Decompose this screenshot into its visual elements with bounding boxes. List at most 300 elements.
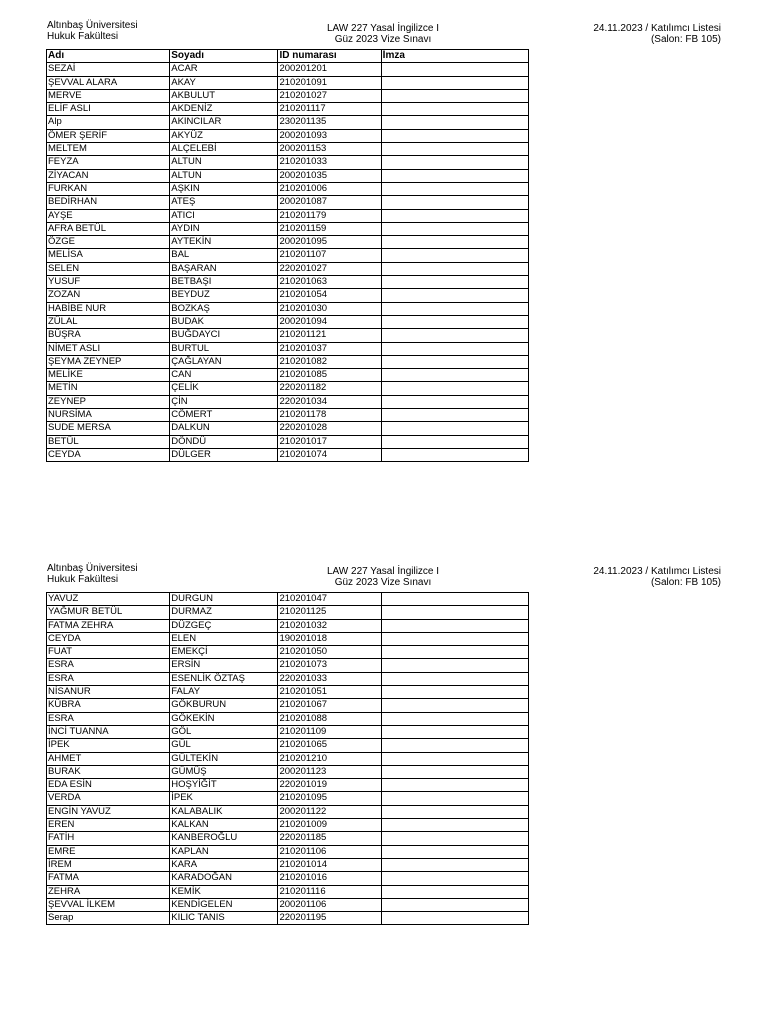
table-row bbox=[47, 779, 529, 792]
cell-surname: BURTUL bbox=[170, 342, 278, 355]
cell-name: HABİBE NUR bbox=[47, 302, 170, 315]
cell-name: ZOZAN bbox=[47, 289, 170, 302]
cell-id: 210201016 bbox=[278, 872, 381, 885]
table-row bbox=[47, 832, 529, 845]
table-row bbox=[47, 858, 529, 871]
cell-id: 210201047 bbox=[278, 593, 381, 606]
cell-name: FEYZA bbox=[47, 156, 170, 169]
cell-name: ELİF ASLI bbox=[47, 103, 170, 116]
header-left bbox=[47, 20, 138, 42]
cell-surname: ELEN bbox=[170, 632, 278, 645]
cell-id: 200201153 bbox=[278, 143, 381, 156]
table-row bbox=[47, 329, 529, 342]
table-row bbox=[47, 156, 529, 169]
cell-id: 200201106 bbox=[278, 898, 381, 911]
cell-surname: GÜMÜŞ bbox=[170, 765, 278, 778]
cell-signature bbox=[381, 858, 528, 871]
cell-signature bbox=[381, 409, 528, 422]
cell-name: ESRA bbox=[47, 712, 170, 725]
table-row bbox=[47, 289, 529, 302]
table-row bbox=[47, 182, 529, 195]
header-left-2 bbox=[47, 563, 138, 585]
cell-id: 210201106 bbox=[278, 845, 381, 858]
cell-signature bbox=[381, 672, 528, 685]
cell-name: KÜBRA bbox=[47, 699, 170, 712]
table-row bbox=[47, 805, 529, 818]
cell-surname: DÜLGER bbox=[170, 448, 278, 461]
cell-name: ŞEYMA ZEYNEP bbox=[47, 355, 170, 368]
date-list-label: 24.11.2023 / Katılımcı Listesi bbox=[593, 566, 721, 577]
cell-id: 210201210 bbox=[278, 752, 381, 765]
cell-signature bbox=[381, 76, 528, 89]
cell-id: 210201033 bbox=[278, 156, 381, 169]
cell-surname: GÖL bbox=[170, 725, 278, 738]
cell-id: 210201109 bbox=[278, 725, 381, 738]
cell-surname: DURMAZ bbox=[170, 606, 278, 619]
cell-surname: CÖMERT bbox=[170, 409, 278, 422]
cell-name: METİN bbox=[47, 382, 170, 395]
cell-name: İREM bbox=[47, 858, 170, 871]
cell-surname: DÜZGEÇ bbox=[170, 619, 278, 632]
table-row bbox=[47, 342, 529, 355]
cell-surname: AKBULUT bbox=[170, 89, 278, 102]
cell-surname: BUDAK bbox=[170, 315, 278, 328]
cell-surname: ERSİN bbox=[170, 659, 278, 672]
cell-signature bbox=[381, 739, 528, 752]
cell-name: MELTEM bbox=[47, 143, 170, 156]
cell-name: YUSUF bbox=[47, 276, 170, 289]
cell-name: Alp bbox=[47, 116, 170, 129]
table-row bbox=[47, 646, 529, 659]
table-row bbox=[47, 672, 529, 685]
table-body-2 bbox=[47, 593, 529, 925]
cell-name: ŞEVVAL İLKEM bbox=[47, 898, 170, 911]
table-row bbox=[47, 712, 529, 725]
cell-id: 210201121 bbox=[278, 329, 381, 342]
cell-signature bbox=[381, 156, 528, 169]
cell-surname: KANBEROĞLU bbox=[170, 832, 278, 845]
cell-surname: KEMİK bbox=[170, 885, 278, 898]
cell-name: MELİSA bbox=[47, 249, 170, 262]
cell-id: 210201178 bbox=[278, 409, 381, 422]
table-row bbox=[47, 209, 529, 222]
cell-surname: ALÇELEBİ bbox=[170, 143, 278, 156]
cell-signature bbox=[381, 222, 528, 235]
cell-signature bbox=[381, 712, 528, 725]
cell-name: AHMET bbox=[47, 752, 170, 765]
cell-surname: GÖKEKİN bbox=[170, 712, 278, 725]
cell-signature bbox=[381, 686, 528, 699]
table-row bbox=[47, 885, 529, 898]
cell-id: 210201032 bbox=[278, 619, 381, 632]
cell-id: 210201107 bbox=[278, 249, 381, 262]
cell-signature bbox=[381, 593, 528, 606]
table-row bbox=[47, 435, 529, 448]
cell-name: ENGİN YAVUZ bbox=[47, 805, 170, 818]
cell-signature bbox=[381, 143, 528, 156]
cell-id: 210201159 bbox=[278, 222, 381, 235]
cell-surname: ÇELİK bbox=[170, 382, 278, 395]
cell-signature bbox=[381, 302, 528, 315]
cell-surname: ACAR bbox=[170, 63, 278, 76]
cell-signature bbox=[381, 422, 528, 435]
table-row bbox=[47, 222, 529, 235]
cell-surname: ÇİN bbox=[170, 395, 278, 408]
date-list-label: 24.11.2023 / Katılımcı Listesi bbox=[593, 23, 721, 34]
cell-id: 200201094 bbox=[278, 315, 381, 328]
cell-name: ZÜLAL bbox=[47, 315, 170, 328]
table-row bbox=[47, 315, 529, 328]
table-row bbox=[47, 872, 529, 885]
cell-name: Serap bbox=[47, 912, 170, 925]
cell-id: 200201035 bbox=[278, 169, 381, 182]
cell-surname: AYDIN bbox=[170, 222, 278, 235]
university-name: Altınbaş Üniversitesi bbox=[47, 20, 138, 31]
cell-surname: AKINCILAR bbox=[170, 116, 278, 129]
course-title: LAW 227 Yasal İngilizce I bbox=[326, 566, 440, 577]
table-row bbox=[47, 739, 529, 752]
table-row bbox=[47, 725, 529, 738]
table-row bbox=[47, 276, 529, 289]
cell-surname: BEYDUZ bbox=[170, 289, 278, 302]
table-row bbox=[47, 845, 529, 858]
cell-surname: GÜLTEKİN bbox=[170, 752, 278, 765]
cell-signature bbox=[381, 779, 528, 792]
cell-signature bbox=[381, 752, 528, 765]
table-row bbox=[47, 302, 529, 315]
table-row bbox=[47, 659, 529, 672]
table-row bbox=[47, 409, 529, 422]
cell-id: 210201116 bbox=[278, 885, 381, 898]
cell-id: 200201093 bbox=[278, 129, 381, 142]
cell-name: SUDE MERSA bbox=[47, 422, 170, 435]
cell-signature bbox=[381, 369, 528, 382]
cell-id: 220201182 bbox=[278, 382, 381, 395]
cell-name: SELEN bbox=[47, 262, 170, 275]
cell-signature bbox=[381, 355, 528, 368]
cell-surname: İPEK bbox=[170, 792, 278, 805]
table-row bbox=[47, 169, 529, 182]
cell-name: MERVE bbox=[47, 89, 170, 102]
table-body-1 bbox=[47, 63, 529, 462]
cell-name: ÖZGE bbox=[47, 236, 170, 249]
cell-id: 220201185 bbox=[278, 832, 381, 845]
cell-id: 210201054 bbox=[278, 289, 381, 302]
cell-signature bbox=[381, 169, 528, 182]
cell-name: ZEYNEP bbox=[47, 395, 170, 408]
cell-name: NİMET ASLI bbox=[47, 342, 170, 355]
table-row bbox=[47, 686, 529, 699]
cell-surname: KARADOĞAN bbox=[170, 872, 278, 885]
cell-name: FURKAN bbox=[47, 182, 170, 195]
cell-id: 210201065 bbox=[278, 739, 381, 752]
table-row bbox=[47, 196, 529, 209]
table-row bbox=[47, 355, 529, 368]
room-label: (Salon: FB 105) bbox=[650, 34, 721, 45]
cell-surname: BAŞARAN bbox=[170, 262, 278, 275]
cell-id: 220201195 bbox=[278, 912, 381, 925]
cell-surname: BAL bbox=[170, 249, 278, 262]
cell-name: EREN bbox=[47, 819, 170, 832]
cell-signature bbox=[381, 805, 528, 818]
cell-name: AFRA BETÜL bbox=[47, 222, 170, 235]
cell-id: 210201125 bbox=[278, 606, 381, 619]
cell-id: 210201088 bbox=[278, 712, 381, 725]
cell-signature bbox=[381, 885, 528, 898]
header-right bbox=[593, 23, 721, 45]
table-row bbox=[47, 699, 529, 712]
cell-name: CEYDA bbox=[47, 632, 170, 645]
cell-surname: ATICI bbox=[170, 209, 278, 222]
cell-signature bbox=[381, 606, 528, 619]
cell-signature bbox=[381, 262, 528, 275]
cell-id: 220201034 bbox=[278, 395, 381, 408]
cell-id: 210201091 bbox=[278, 76, 381, 89]
cell-surname: BOZKAŞ bbox=[170, 302, 278, 315]
cell-id: 220201033 bbox=[278, 672, 381, 685]
cell-surname: GÖKBURUN bbox=[170, 699, 278, 712]
column-header-name: Adı bbox=[47, 50, 170, 63]
cell-surname: AKAY bbox=[170, 76, 278, 89]
exam-title: Güz 2023 Vize Sınavı bbox=[334, 577, 432, 588]
course-title: LAW 227 Yasal İngilizce I bbox=[326, 23, 440, 34]
cell-name: ÖMER ŞERİF bbox=[47, 129, 170, 142]
cell-surname: ÇAĞLAYAN bbox=[170, 355, 278, 368]
cell-signature bbox=[381, 382, 528, 395]
table-row bbox=[47, 792, 529, 805]
cell-signature bbox=[381, 898, 528, 911]
cell-name: İPEK bbox=[47, 739, 170, 752]
cell-signature bbox=[381, 395, 528, 408]
cell-name: NURSİMA bbox=[47, 409, 170, 422]
table-row bbox=[47, 116, 529, 129]
cell-name: İNCİ TUANNA bbox=[47, 725, 170, 738]
table-header-row bbox=[47, 50, 529, 63]
cell-signature bbox=[381, 342, 528, 355]
cell-name: FATİH bbox=[47, 832, 170, 845]
cell-surname: CAN bbox=[170, 369, 278, 382]
column-header-signature: İmza bbox=[381, 50, 528, 63]
cell-name: YAĞMUR BETÜL bbox=[47, 606, 170, 619]
cell-surname: KENDİGELEN bbox=[170, 898, 278, 911]
cell-id: 210201051 bbox=[278, 686, 381, 699]
cell-surname: BUĞDAYCI bbox=[170, 329, 278, 342]
cell-id: 210201095 bbox=[278, 792, 381, 805]
cell-signature bbox=[381, 646, 528, 659]
header-center bbox=[283, 23, 483, 45]
cell-surname: ALTUN bbox=[170, 156, 278, 169]
cell-surname: AKDENİZ bbox=[170, 103, 278, 116]
cell-surname: GÜL bbox=[170, 739, 278, 752]
table-row bbox=[47, 236, 529, 249]
cell-surname: BETBAŞI bbox=[170, 276, 278, 289]
table-row bbox=[47, 422, 529, 435]
cell-signature bbox=[381, 89, 528, 102]
cell-name: ESRA bbox=[47, 659, 170, 672]
cell-id: 200201095 bbox=[278, 236, 381, 249]
cell-name: YAVUZ bbox=[47, 593, 170, 606]
exam-title: Güz 2023 Vize Sınavı bbox=[334, 34, 432, 45]
cell-name: FUAT bbox=[47, 646, 170, 659]
cell-id: 200201122 bbox=[278, 805, 381, 818]
cell-surname: DURGUN bbox=[170, 593, 278, 606]
cell-id: 210201009 bbox=[278, 819, 381, 832]
cell-signature bbox=[381, 289, 528, 302]
cell-surname: ESENLİK ÖZTAŞ bbox=[170, 672, 278, 685]
table-row bbox=[47, 765, 529, 778]
cell-signature bbox=[381, 129, 528, 142]
table-row bbox=[47, 395, 529, 408]
cell-id: 220201027 bbox=[278, 262, 381, 275]
cell-name: ŞEVVAL ALARA bbox=[47, 76, 170, 89]
cell-name: ZİYACAN bbox=[47, 169, 170, 182]
table-row bbox=[47, 593, 529, 606]
cell-id: 210201082 bbox=[278, 355, 381, 368]
cell-surname: KAPLAN bbox=[170, 845, 278, 858]
cell-id: 210201117 bbox=[278, 103, 381, 116]
table-row bbox=[47, 103, 529, 116]
cell-name: NİSANUR bbox=[47, 686, 170, 699]
cell-name: CEYDA bbox=[47, 448, 170, 461]
column-header-surname: Soyadı bbox=[170, 50, 278, 63]
cell-name: BEDİRHAN bbox=[47, 196, 170, 209]
table-row bbox=[47, 382, 529, 395]
faculty-name: Hukuk Fakültesi bbox=[47, 574, 119, 585]
cell-id: 200201201 bbox=[278, 63, 381, 76]
cell-id: 200201087 bbox=[278, 196, 381, 209]
cell-name: EDA ESİN bbox=[47, 779, 170, 792]
table-row bbox=[47, 63, 529, 76]
cell-signature bbox=[381, 276, 528, 289]
cell-id: 210201030 bbox=[278, 302, 381, 315]
cell-id: 190201018 bbox=[278, 632, 381, 645]
table-row bbox=[47, 912, 529, 925]
cell-signature bbox=[381, 725, 528, 738]
cell-signature bbox=[381, 632, 528, 645]
table-row bbox=[47, 76, 529, 89]
cell-signature bbox=[381, 236, 528, 249]
cell-name: FATMA ZEHRA bbox=[47, 619, 170, 632]
cell-id: 210201179 bbox=[278, 209, 381, 222]
cell-signature bbox=[381, 819, 528, 832]
cell-name: BETÜL bbox=[47, 435, 170, 448]
cell-signature bbox=[381, 912, 528, 925]
cell-signature bbox=[381, 196, 528, 209]
cell-id: 210201073 bbox=[278, 659, 381, 672]
cell-id: 210201085 bbox=[278, 369, 381, 382]
cell-id: 210201074 bbox=[278, 448, 381, 461]
header-center-2 bbox=[283, 566, 483, 588]
cell-signature bbox=[381, 448, 528, 461]
cell-signature bbox=[381, 619, 528, 632]
cell-name: BÜŞRA bbox=[47, 329, 170, 342]
cell-surname: HOŞYİĞİT bbox=[170, 779, 278, 792]
cell-surname: ALTUN bbox=[170, 169, 278, 182]
table-row bbox=[47, 606, 529, 619]
cell-surname: ATEŞ bbox=[170, 196, 278, 209]
cell-signature bbox=[381, 792, 528, 805]
participant-table-2 bbox=[46, 592, 529, 925]
cell-surname: KARA bbox=[170, 858, 278, 871]
cell-id: 210201050 bbox=[278, 646, 381, 659]
table-row bbox=[47, 632, 529, 645]
cell-signature bbox=[381, 209, 528, 222]
cell-surname: AŞKIN bbox=[170, 182, 278, 195]
cell-signature bbox=[381, 832, 528, 845]
faculty-name: Hukuk Fakültesi bbox=[47, 31, 119, 42]
cell-signature bbox=[381, 116, 528, 129]
table-row bbox=[47, 143, 529, 156]
cell-name: VERDA bbox=[47, 792, 170, 805]
cell-name: EMRE bbox=[47, 845, 170, 858]
cell-id: 210201027 bbox=[278, 89, 381, 102]
cell-id: 230201135 bbox=[278, 116, 381, 129]
cell-name: BURAK bbox=[47, 765, 170, 778]
cell-surname: FALAY bbox=[170, 686, 278, 699]
table-row bbox=[47, 752, 529, 765]
table-row bbox=[47, 262, 529, 275]
cell-id: 210201063 bbox=[278, 276, 381, 289]
cell-signature bbox=[381, 872, 528, 885]
cell-signature bbox=[381, 765, 528, 778]
cell-signature bbox=[381, 103, 528, 116]
table-row bbox=[47, 819, 529, 832]
cell-id: 210201067 bbox=[278, 699, 381, 712]
cell-name: FATMA bbox=[47, 872, 170, 885]
participant-table-1 bbox=[46, 49, 529, 462]
cell-id: 210201014 bbox=[278, 858, 381, 871]
cell-surname: KALABALIK bbox=[170, 805, 278, 818]
cell-name: ZEHRA bbox=[47, 885, 170, 898]
cell-id: 210201006 bbox=[278, 182, 381, 195]
cell-signature bbox=[381, 659, 528, 672]
cell-signature bbox=[381, 249, 528, 262]
cell-signature bbox=[381, 182, 528, 195]
cell-surname: KALKAN bbox=[170, 819, 278, 832]
cell-name: ESRA bbox=[47, 672, 170, 685]
header-right-2 bbox=[593, 566, 721, 588]
cell-surname: AKYÜZ bbox=[170, 129, 278, 142]
cell-surname: EMEKÇİ bbox=[170, 646, 278, 659]
cell-signature bbox=[381, 329, 528, 342]
cell-surname: DALKUN bbox=[170, 422, 278, 435]
table-row bbox=[47, 448, 529, 461]
cell-name: AYŞE bbox=[47, 209, 170, 222]
cell-id: 210201037 bbox=[278, 342, 381, 355]
cell-id: 200201123 bbox=[278, 765, 381, 778]
table-row bbox=[47, 89, 529, 102]
table-row bbox=[47, 898, 529, 911]
cell-signature bbox=[381, 315, 528, 328]
cell-signature bbox=[381, 63, 528, 76]
cell-surname: KILIC TANIS bbox=[170, 912, 278, 925]
cell-surname: DÖNDÜ bbox=[170, 435, 278, 448]
table-row bbox=[47, 129, 529, 142]
university-name: Altınbaş Üniversitesi bbox=[47, 563, 138, 574]
cell-name: MELİKE bbox=[47, 369, 170, 382]
cell-signature bbox=[381, 435, 528, 448]
cell-signature bbox=[381, 699, 528, 712]
room-label: (Salon: FB 105) bbox=[650, 577, 721, 588]
cell-id: 220201019 bbox=[278, 779, 381, 792]
column-header-id: ID numarası bbox=[278, 50, 381, 63]
cell-name: SEZAİ bbox=[47, 63, 170, 76]
cell-id: 210201017 bbox=[278, 435, 381, 448]
cell-surname: AYTEKİN bbox=[170, 236, 278, 249]
cell-signature bbox=[381, 845, 528, 858]
table-row bbox=[47, 369, 529, 382]
table-row bbox=[47, 619, 529, 632]
